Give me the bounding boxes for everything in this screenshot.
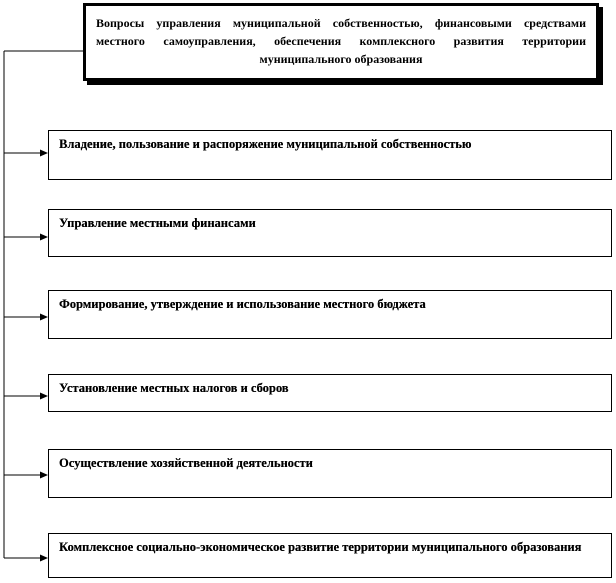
item-box-ownership — [48, 130, 612, 180]
arrowhead-icon-4 — [40, 393, 48, 400]
item-label-economic-activity: Осуществление хозяйственной деятельности — [59, 456, 313, 470]
item-box-economic-activity — [48, 449, 612, 498]
item-label-finance: Управление местными финансами — [59, 216, 256, 230]
arrowhead-icon-5 — [40, 472, 48, 479]
item-label-territory-development: Комплексное социально-экономическое развитие территории муниципального образования — [59, 540, 582, 554]
item-box-taxes — [48, 374, 612, 412]
item-label-taxes: Установление местных налогов и сборов — [59, 381, 289, 395]
item-label-budget: Формирование, утверждение и использование местного бюджета — [59, 297, 426, 311]
title-box — [83, 3, 599, 81]
item-box-budget — [48, 290, 612, 339]
diagram-title: Вопросы управления муниципальной собственностью, финансовыми средствами местного самоуправления, обеспечения комплексного развития территории муниципального образования — [96, 16, 586, 66]
item-box-finance — [48, 209, 612, 257]
arrowhead-icon-6 — [40, 555, 48, 562]
arrowhead-icon-2 — [40, 234, 48, 241]
arrowhead-icon-1 — [40, 150, 48, 157]
arrowhead-icon-3 — [40, 314, 48, 321]
item-box-territory-development — [48, 533, 612, 578]
item-label-ownership: Владение, пользование и распоряжение муниципальной собственностью — [59, 137, 472, 151]
